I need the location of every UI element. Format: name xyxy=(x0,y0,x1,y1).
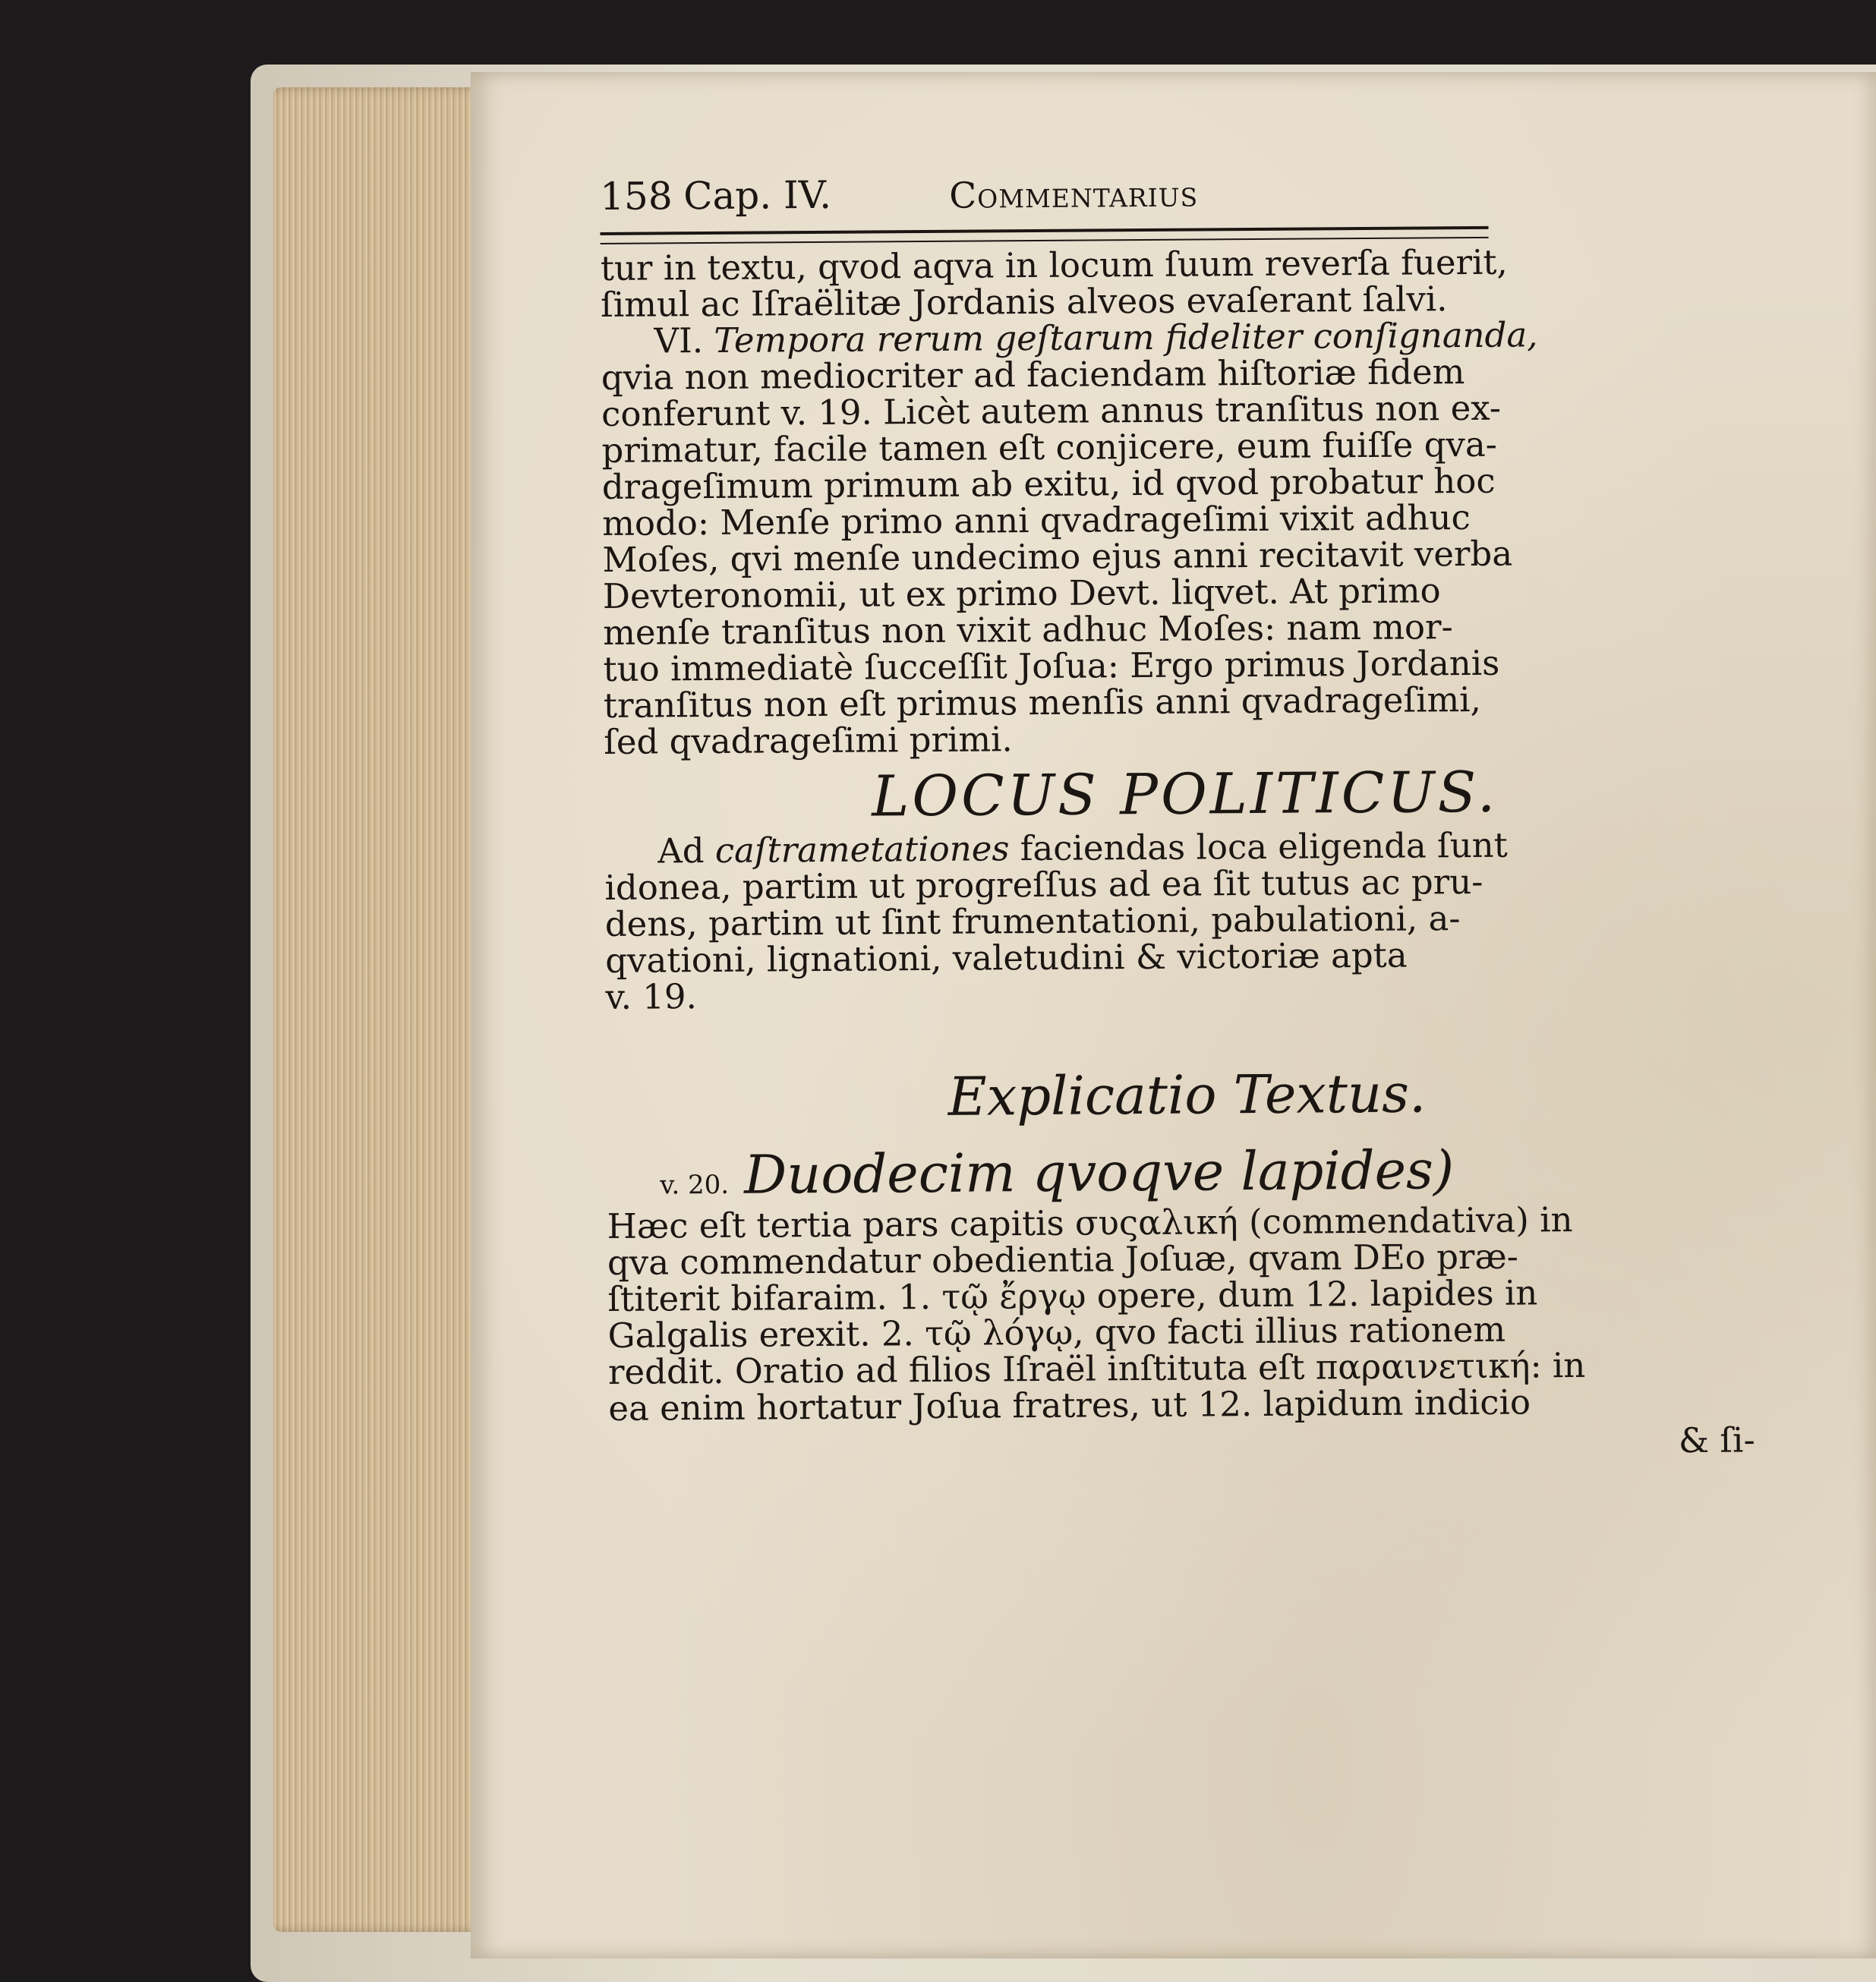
text-line: tranſitus non eſt primus menſis anni qvadrageſimi, xyxy=(603,679,1482,726)
text-line: Galgalis erexit. 2. τῷ λόγῳ, qvo facti illius rationem xyxy=(607,1309,1506,1356)
catchword: & ſi- xyxy=(1678,1420,1755,1461)
header-rule xyxy=(601,226,1489,244)
text-line: tuo immediatè ſucceſſit Joſua: Ergo primus Jordanis xyxy=(603,642,1500,689)
first-word: Ad xyxy=(657,830,705,871)
text-line: ſed qvadrageſimi primi. xyxy=(604,719,1013,762)
text-line: dens, partim ut ſint frumentationi, pabulationi, a- xyxy=(604,898,1461,944)
text-line: menſe tranſitus non vixit adhuc Moſes: nam mor- xyxy=(603,607,1453,653)
text-line: ſimul ac Iſraëlitæ Jordanis alveos evaſerant ſalvi. xyxy=(601,279,1448,325)
text-line: modo: Menſe primo anni qvadrageſimi vixit adhuc xyxy=(602,497,1471,544)
text-line: Hæc eſt tertia pars capitis συςαλική (commendativa) in xyxy=(607,1199,1573,1246)
emphasis: caſtrametationes xyxy=(714,828,1010,871)
verse-lemma-line xyxy=(607,1135,1769,1208)
text-line: ea enim hortatur Joſua fratres, ut 12. lapidum indicio xyxy=(608,1382,1531,1429)
running-title: Commentarius xyxy=(949,173,1199,217)
text-line: qvationi, lignationi, valetudini & victoriæ apta xyxy=(605,934,1408,981)
text-line: v. 19. xyxy=(605,976,698,1017)
text-line: idonea, partim ut progreſſus ad ea ſit tutus ac pru- xyxy=(604,861,1483,908)
line-rest: faciendas loca eligenda ſunt xyxy=(1020,824,1508,869)
lemma: Duodecim qvoqve lapides) xyxy=(743,1139,1455,1206)
text-line: Devteronomii, ut ex primo Devt. liqvet. At primo xyxy=(602,570,1441,616)
page-number: 158 xyxy=(600,174,673,219)
section-numeral: VI. xyxy=(654,320,704,361)
text-line: conferunt v. 19. Licèt autem annus tranſitus non ex- xyxy=(601,387,1502,434)
text-line: ſtiterit bifaraim. 1. τῷ ἔργῳ opere, dum 12. lapides in xyxy=(607,1272,1538,1319)
text-line: primatur, facile tamen eſt conjicere, eum fuiſſe qva- xyxy=(601,424,1498,471)
verse-commentary xyxy=(607,1135,1770,1467)
paragraph-vi xyxy=(601,315,1765,761)
text-line: qva commendatur obedientia Joſuæ, qvam DEo præ- xyxy=(607,1236,1519,1283)
paragraph-continuation xyxy=(601,242,1763,323)
page-text xyxy=(600,166,1772,1655)
verse-number: v. 20. xyxy=(660,1169,730,1201)
explicatio-heading: Explicatio Textus. xyxy=(947,1062,1427,1128)
locus-paragraph xyxy=(604,825,1767,1016)
text-line: reddit. Oratio ad filios Iſraël inſtituta eſt παραινετική: in xyxy=(607,1344,1586,1392)
text-line: drageſimum primum ab exitu, id qvod probatur hoc xyxy=(601,460,1496,507)
text-line: tur in textu, qvod aqva in locum ſuum reverſa fuerit, xyxy=(600,241,1508,288)
text-line: Moſes, qvi menſe undecimo ejus anni recitavit verba xyxy=(602,533,1513,580)
section-title: Tempora rerum geſtarum fideliter conſignanda, xyxy=(714,314,1538,361)
locus-heading: LOCUS POLITICUS. xyxy=(871,759,1499,830)
chapter-label: Cap. IV. xyxy=(683,172,832,219)
text-line: qvia non mediocriter ad faciendam hiſtoriæ fidem xyxy=(601,351,1465,398)
running-header xyxy=(600,166,1761,228)
commentary-paragraph xyxy=(607,1200,1770,1427)
